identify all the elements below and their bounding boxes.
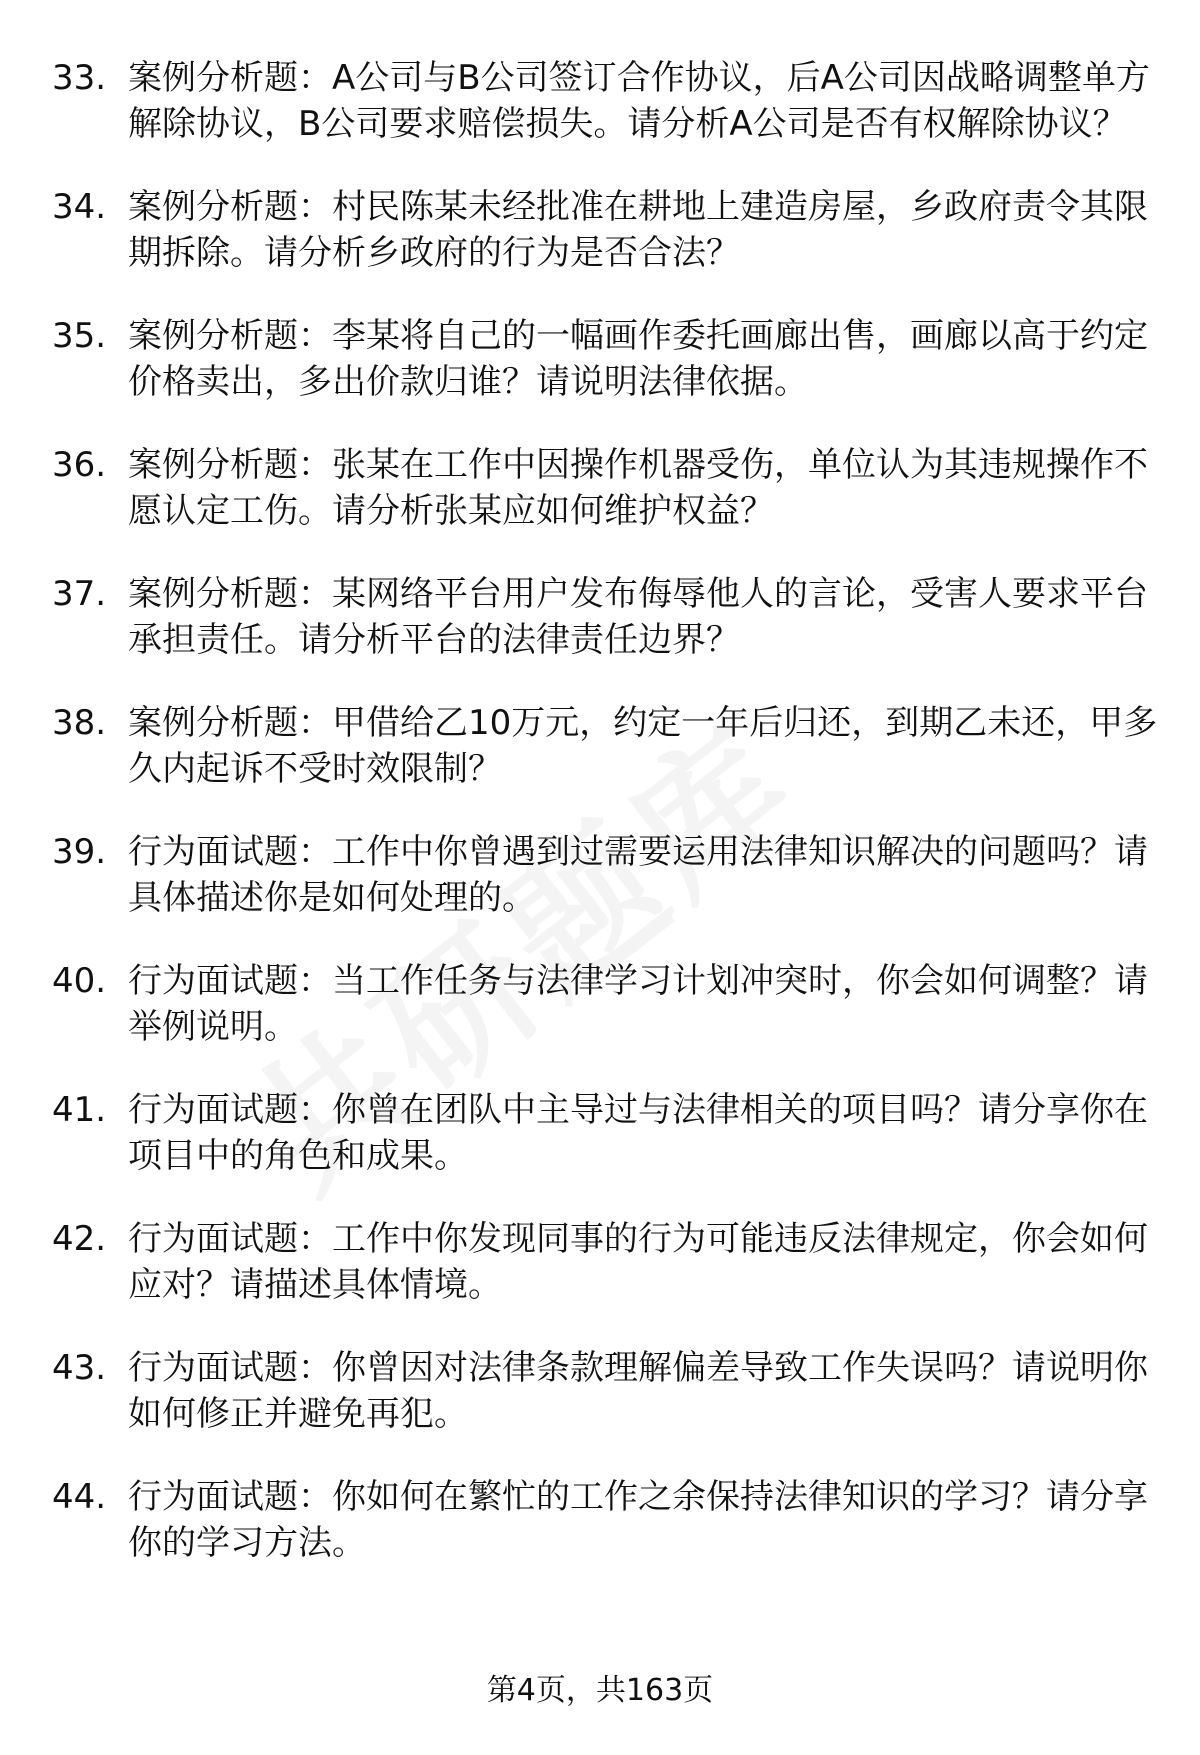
question-text: 案例分析题：村民陈某未经批准在耕地上建造房屋，乡政府责令其限期拆除。请分析乡政府的行为是否合法？	[128, 187, 1148, 273]
question-number: 39.	[52, 832, 107, 872]
question-item	[0, 313, 1200, 405]
question-item	[0, 1216, 1200, 1308]
question-text: 行为面试题：工作中你发现同事的行为可能违反法律规定，你会如何应对？请描述具体情境。	[128, 1219, 1148, 1305]
question-number: 42.	[52, 1219, 107, 1259]
question-number: 34.	[52, 187, 107, 227]
page-footer	[0, 1671, 1200, 1711]
question-text: 行为面试题：当工作任务与法律学习计划冲突时，你会如何调整？请举例说明。	[128, 961, 1148, 1047]
question-item	[0, 442, 1200, 534]
question-item	[0, 1087, 1200, 1179]
question-number: 37.	[52, 574, 107, 614]
question-number: 43.	[52, 1348, 107, 1388]
question-number: 41.	[52, 1090, 107, 1130]
question-text: 案例分析题：A公司与B公司签订合作协议，后A公司因战略调整单方解除协议，B公司要求赔偿损失。请分析A公司是否有权解除协议？	[128, 58, 1150, 144]
question-number: 38.	[52, 703, 107, 743]
question-text: 行为面试题：你如何在繁忙的工作之余保持法律知识的学习？请分享你的学习方法。	[128, 1477, 1148, 1563]
question-number: 35.	[52, 316, 107, 356]
question-item	[0, 829, 1200, 921]
question-item	[0, 1345, 1200, 1437]
question-text: 行为面试题：你曾在团队中主导过与法律相关的项目吗？请分享你在项目中的角色和成果。	[128, 1090, 1148, 1176]
page-number-label: 第4页，共163页	[486, 1673, 714, 1708]
question-item	[0, 184, 1200, 276]
question-number: 36.	[52, 445, 107, 485]
question-text: 案例分析题：甲借给乙10万元，约定一年后归还，到期乙未还，甲多久内起诉不受时效限制？	[128, 703, 1158, 789]
question-item	[0, 571, 1200, 663]
question-text: 行为面试题：你曾因对法律条款理解偏差导致工作失误吗？请说明你如何修正并避免再犯。	[128, 1348, 1148, 1434]
question-number: 40.	[52, 961, 107, 1001]
question-item	[0, 55, 1200, 147]
question-text: 案例分析题：某网络平台用户发布侮辱他人的言论，受害人要求平台承担责任。请分析平台的法律责任边界？	[128, 574, 1148, 660]
question-list	[0, 55, 1200, 1603]
question-item	[0, 958, 1200, 1050]
question-number: 44.	[52, 1477, 107, 1517]
question-text: 案例分析题：张某在工作中因操作机器受伤，单位认为其违规操作不愿认定工伤。请分析张某应如何维护权益？	[128, 445, 1148, 531]
question-item	[0, 700, 1200, 792]
question-item	[0, 1474, 1200, 1566]
question-number: 33.	[52, 58, 107, 98]
question-text: 行为面试题：工作中你曾遇到过需要运用法律知识解决的问题吗？请具体描述你是如何处理的。	[128, 832, 1148, 918]
question-text: 案例分析题：李某将自己的一幅画作委托画廊出售，画廊以高于约定价格卖出，多出价款归谁？请说明法律依据。	[128, 316, 1148, 402]
